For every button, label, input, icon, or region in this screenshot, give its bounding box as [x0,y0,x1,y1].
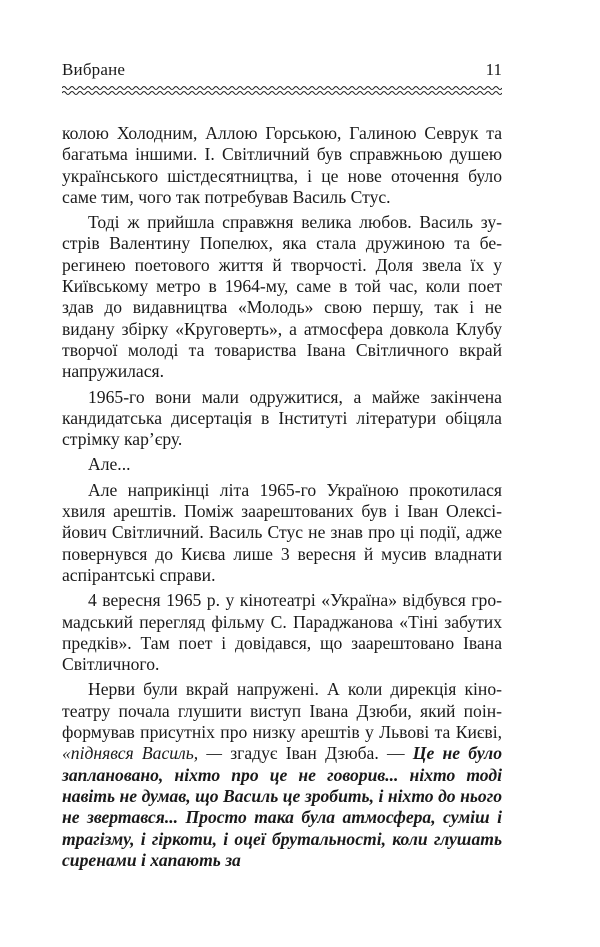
body-text [62,123,502,875]
wavy-divider [62,84,502,98]
paragraph-7 [62,679,502,871]
paragraph-7-lead: Нерви були вкрай напружені. А коли дирекція кінотеатру почала глушити виступ Івана Дзюби, який поінформував присутніх про низку арештів у Львові та Києві, [62,679,502,743]
paragraph-2: Тоді ж прийшла справжня велика любов. Василь зустрів Валентину Попелюх, яка стала дружиною та берегинею поетового життя й творчості. Доля звела їх у Київському метро в 1964-му, саме в той час, коли поет здав до видавництва «Молодь» свою першу, так і не видану збірку «Круговерть», а атмосфера довкола Клубу творчої молоді та товариства Івана Світличного вкрай напружилася. [62,212,502,382]
quote-attribution: згадує Іван Дзюба. — [230,743,413,764]
running-title: Вибране [62,60,126,79]
quote-intro: «піднявся Василь, — [62,743,231,764]
paragraph-5: Але наприкінці літа 1965-го Україною прокотилася хвиля арештів. Поміж заарештованих був і Іван Олексійович Світличний. Василь Стус не знав про ці події, адже повернувся до Києва лише 3 вересня й мусив владнати аспірантські справи. [62,479,502,585]
quote-text: Це не було заплановано, ніхто про це не говорив... ніхто тоді навіть не думав, що Василь це зробить, і ніхто до нього не звертався... Просто така була атмосфера, суміш і трагізму, і гіркоти, і оцеї брутальності, коли глушать сиренами і хапають за [62,743,502,870]
paragraph-3: 1965-го вони мали одружитися, а майже закінчена кандидатська дисертація в Інституті літератури обіцяла стрімку кар’єру. [62,386,502,450]
paragraph-1: колою Холодним, Аллою Горською, Галиною Севрук та багатьма іншими. І. Світличний був справжньою душею українського шістдесятництва, і це нове оточення було саме тим, чого так потребував Василь Стус. [62,123,502,207]
running-head [62,60,502,82]
paragraph-6: 4 вересня 1965 р. у кінотеатрі «Україна» відбувся громадський перегляд фільму С. Параджанова «Тіні забутих предків». Там поет і довідався, що заарештовано Івана Світличного. [62,590,502,675]
paragraph-4: Але... [88,454,131,475]
page-number: 11 [485,60,502,79]
